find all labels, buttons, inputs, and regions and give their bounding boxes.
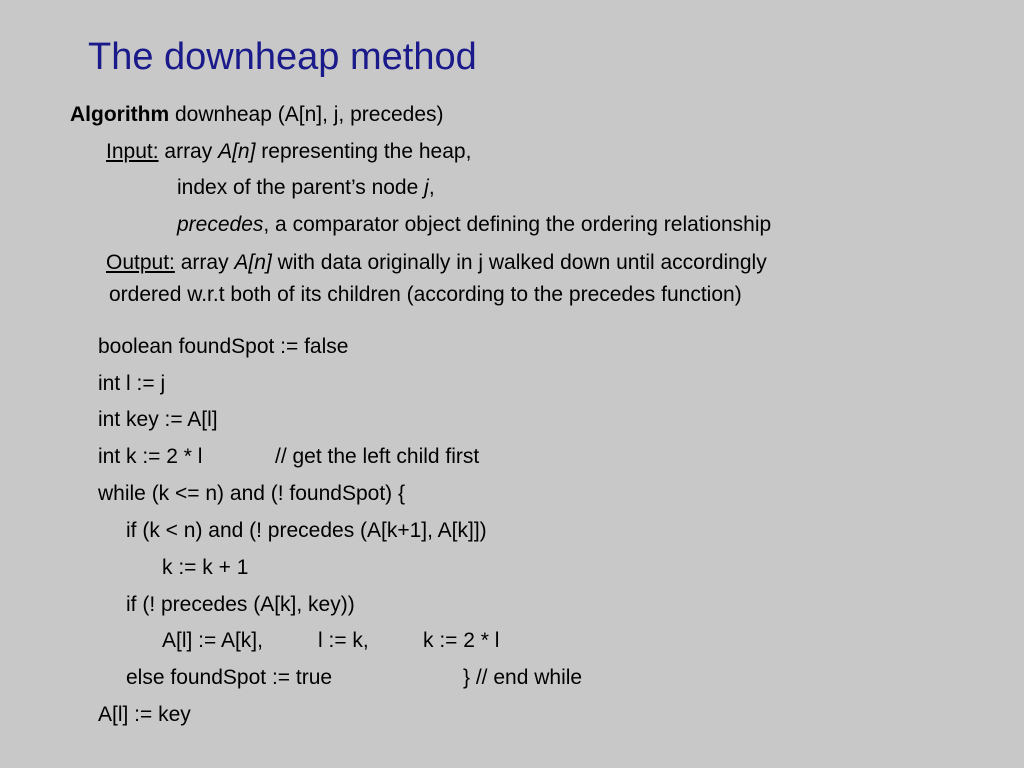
code-line-3: int key := A[l] [98, 408, 218, 431]
output-line-2: ordered w.r.t both of its children (according to the precedes function) [109, 283, 742, 306]
slide-title: The downheap method [88, 36, 477, 78]
output-line-1 [106, 249, 767, 277]
code-line-9a: A[l] := A[k], [162, 629, 263, 652]
code-line-6: if (k < n) and (! precedes (A[k+1], A[k]]) [126, 519, 487, 542]
output-label: Output: [106, 251, 175, 274]
code-line-4: int k := 2 * l [98, 445, 203, 468]
input-label: Input: [106, 140, 159, 163]
code-line-7: k := k + 1 [162, 556, 249, 579]
code-line-5: while (k <= n) and (! foundSpot) { [98, 482, 406, 505]
input-line-2-text: index of the parent’s node [177, 176, 425, 199]
input-line-3-emphasis: precedes [177, 213, 264, 236]
output-line-1-rest: with data originally in j walked down until accordingly [271, 251, 767, 274]
input-line-1-text: array [164, 140, 219, 163]
input-line-2-rest: , [428, 176, 435, 199]
input-line-2 [177, 174, 435, 202]
input-line-1 [106, 138, 471, 166]
output-line-1-emphasis: A[n] [234, 251, 272, 274]
algorithm-signature [70, 101, 444, 129]
code-line-1: boolean foundSpot := false [98, 335, 349, 358]
output-line-1-text: array [180, 251, 235, 274]
code-line-4-comment: // get the left child first [275, 445, 480, 468]
input-line-1-rest: representing the heap, [255, 140, 472, 163]
code-line-8: if (! precedes (A[k], key)) [126, 593, 355, 616]
input-line-3-rest: , a comparator object defining the ordering relationship [263, 213, 772, 236]
code-line-10: else foundSpot := true [126, 666, 333, 689]
code-line-9c: k := 2 * l [423, 629, 500, 652]
code-line-9b: l := k, [318, 629, 369, 652]
algorithm-keyword: Algorithm [70, 103, 170, 126]
input-line-1-emphasis: A[n] [218, 140, 256, 163]
code-line-10-comment: } // end while [463, 666, 583, 689]
algorithm-name: downheap (A[n], j, precedes) [175, 103, 444, 126]
code-line-2: int l := j [98, 372, 166, 395]
input-line-2-emphasis: j [424, 176, 429, 199]
input-line-3 [177, 211, 771, 239]
code-line-11: A[l] := key [98, 703, 191, 726]
